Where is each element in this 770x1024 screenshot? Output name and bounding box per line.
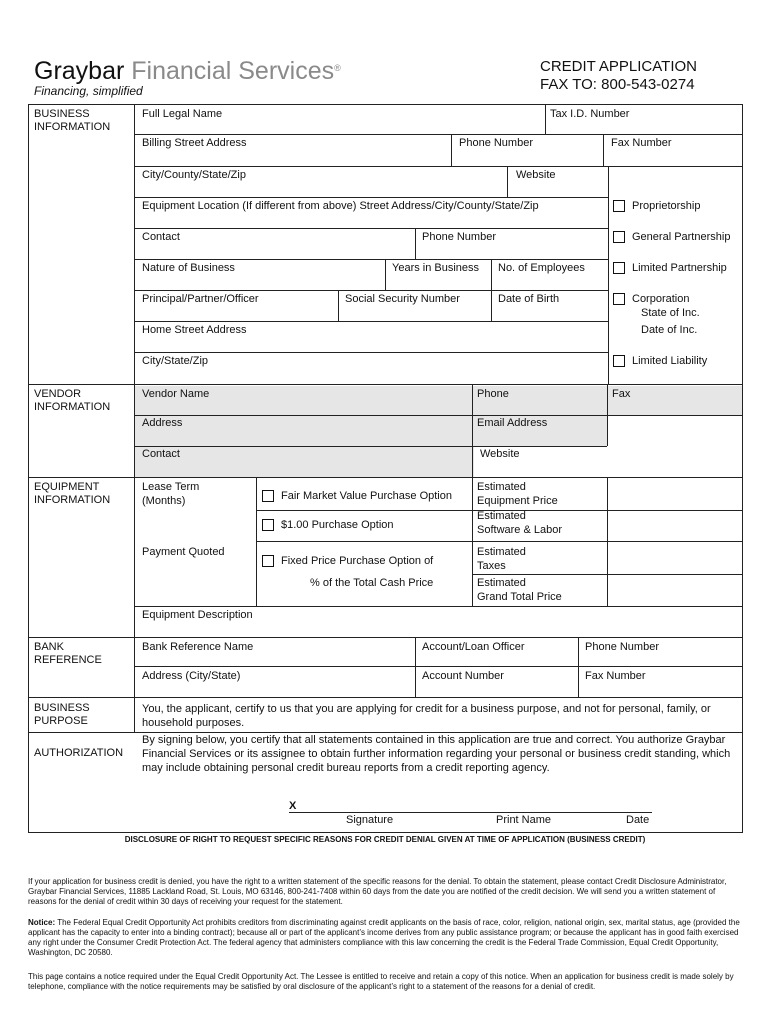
section-business-information: BUSINESS INFORMATION	[34, 108, 111, 133]
field-vendor-address[interactable]: Address	[142, 417, 183, 429]
checkbox-corporation[interactable]	[613, 293, 625, 305]
brand-logo	[34, 57, 341, 86]
print-name-label[interactable]: Print Name	[496, 814, 552, 826]
field-bank-phone[interactable]: Phone Number	[585, 641, 659, 653]
field-vendor-name[interactable]: Vendor Name	[142, 388, 210, 400]
field-vendor-email[interactable]: Email Address	[477, 417, 548, 429]
field-bank-reference-name[interactable]: Bank Reference Name	[142, 641, 254, 653]
section-equipment-information: EQUIPMENT INFORMATION	[34, 481, 111, 506]
field-loan-officer[interactable]: Account/Loan Officer	[422, 641, 525, 653]
field-est-grand-total-2[interactable]: Grand Total Price	[477, 591, 562, 603]
label-one-dollar-option: $1.00 Purchase Option	[281, 519, 394, 531]
field-principal[interactable]: Principal/Partner/Officer	[142, 293, 259, 305]
field-date-of-birth[interactable]: Date of Birth	[498, 293, 560, 305]
notice-text: The Federal Equal Credit Opportunity Act prohibits creditors from discriminating against credit applicants on the basis of race, color, religion, national origin, sex, marital status, age (provided the applicant has the capacity to enter into a binding contract); because all or part of the applicant’s income derives from any public assistance program; or because the applicant has in good faith exercised any right under the Consumer Credit Protection Act. The federal agency that administers compliance with this law concerning the credit is the Federal Trade Commission, Equal Credit Opportunity, Washington, DC 20580.	[28, 918, 740, 957]
field-est-software-2[interactable]: Software & Labor	[477, 524, 562, 536]
notice-label: Notice:	[28, 918, 56, 927]
field-est-taxes-2[interactable]: Taxes	[477, 560, 506, 572]
checkbox-general-partnership[interactable]	[613, 231, 625, 243]
field-date-of-inc[interactable]: Date of Inc.	[641, 324, 698, 336]
fax-number: FAX TO: 800-543-0274	[540, 76, 695, 93]
signature-label[interactable]: Signature	[346, 814, 394, 826]
field-years-in-business[interactable]: Years in Business	[392, 262, 480, 274]
field-vendor-phone[interactable]: Phone	[477, 388, 509, 400]
brand-name: Graybar	[34, 57, 125, 85]
label-limited-partnership: Limited Partnership	[632, 262, 727, 274]
checkbox-fixed-price-option[interactable]	[262, 555, 274, 567]
field-vendor-website[interactable]: Website	[480, 448, 520, 460]
label-general-partnership: General Partnership	[632, 231, 731, 243]
field-home-address[interactable]: Home Street Address	[142, 324, 247, 336]
field-tax-id[interactable]: Tax I.D. Number	[550, 108, 630, 120]
form-title: CREDIT APPLICATION	[540, 58, 697, 75]
field-vendor-fax[interactable]: Fax	[612, 388, 631, 400]
label-proprietorship: Proprietorship	[632, 200, 701, 212]
field-est-equipment-price-2[interactable]: Equipment Price	[477, 495, 558, 507]
vendor-shade-row3	[134, 446, 474, 477]
checkbox-limited-partnership[interactable]	[613, 262, 625, 274]
checkbox-one-dollar-option[interactable]	[262, 519, 274, 531]
field-est-taxes-1: Estimated	[477, 546, 526, 558]
label-pct-total-cash: % of the Total Cash Price	[310, 577, 434, 589]
field-no-of-employees[interactable]: No. of Employees	[498, 262, 585, 274]
business-purpose-text: You, the applicant, certify to us that you are applying for credit for a business purpose, and not for personal, family, or household purposes.	[142, 703, 711, 729]
field-state-of-inc[interactable]: State of Inc.	[641, 307, 700, 319]
checkbox-limited-liability[interactable]	[613, 355, 625, 367]
field-business-phone[interactable]: Phone Number	[459, 137, 533, 149]
disclosure-paragraph-3: This page contains a notice required under the Equal Credit Opportunity Act. The Lessee is entitled to receive and retain a copy of this notice. When an application for business credit is made solely by telephone, compliance with the notice requirements may be satisfied by oral disclosure of the applicant’s right to a statement of the reasons for a denial of credit.	[28, 972, 734, 991]
field-bank-address[interactable]: Address (City/State)	[142, 670, 241, 682]
field-lease-term[interactable]: Lease Term	[142, 481, 200, 493]
tagline: Financing, simplified	[34, 84, 143, 98]
section-bank-reference: BANK REFERENCE	[34, 641, 102, 666]
field-contact[interactable]: Contact	[142, 231, 180, 243]
label-corporation: Corporation	[632, 293, 690, 305]
field-nature-of-business[interactable]: Nature of Business	[142, 262, 235, 274]
vendor-shade-row1	[134, 386, 742, 415]
checkbox-fmv-option[interactable]	[262, 490, 274, 502]
field-account-number[interactable]: Account Number	[422, 670, 504, 682]
field-est-grand-total-1: Estimated	[477, 577, 526, 589]
field-equipment-description[interactable]: Equipment Description	[142, 609, 253, 621]
disclosure-paragraph-1: If your application for business credit is denied, you have the right to a written statement of the specific reasons for the denial. To obtain the statement, please contact Credit Disclosure Administrator, Graybar Financial Services, 11885 Lackland Road, St. Louis, MO 63146, 800-241-7408 within 60 days from the date you are notified of the credit decision. We will send you a written statement of reasons for the denial of credit within 30 days of receiving your request for the statement.	[28, 877, 727, 906]
checkbox-proprietorship[interactable]	[613, 200, 625, 212]
field-city-state-zip[interactable]: City/State/Zip	[142, 355, 209, 367]
field-ssn[interactable]: Social Security Number	[345, 293, 460, 305]
authorization-text: By signing below, you certify that all statements contained in this application are true and correct. You authorize Graybar Financial Services or its assignee to obtain further information regarding your personal or business credit standing, which may include obtaining personal credit bureau reports from a credit reporting agency.	[142, 734, 731, 774]
field-equipment-location[interactable]: Equipment Location (If different from above) Street Address/City/County/State/Zip	[142, 200, 539, 212]
field-full-legal-name[interactable]: Full Legal Name	[142, 108, 223, 120]
section-vendor-information: VENDOR INFORMATION	[34, 388, 111, 413]
registered-mark: ®	[334, 63, 341, 73]
field-billing-address[interactable]: Billing Street Address	[142, 137, 247, 149]
brand-rest: Financial Services	[131, 57, 335, 85]
label-fmv-option: Fair Market Value Purchase Option	[281, 490, 452, 502]
disclosure-notice	[28, 918, 744, 958]
disclosure-heading: DISCLOSURE OF RIGHT TO REQUEST SPECIFIC REASONS FOR CREDIT DENIAL GIVEN AT TIME OF APPLICATION (BUSINESS CREDIT)	[124, 835, 646, 844]
section-authorization: AUTHORIZATION	[34, 747, 124, 759]
signature-x-mark: X	[289, 800, 297, 812]
field-est-software-1: Estimated	[477, 510, 526, 522]
field-vendor-contact[interactable]: Contact	[142, 448, 180, 460]
field-est-equipment-price-1: Estimated	[477, 481, 526, 493]
field-lease-term-months: (Months)	[142, 495, 186, 507]
field-business-fax[interactable]: Fax Number	[611, 137, 672, 149]
signature-date-label[interactable]: Date	[626, 814, 650, 826]
field-business-website[interactable]: Website	[516, 169, 556, 181]
field-bank-fax[interactable]: Fax Number	[585, 670, 646, 682]
label-fixed-price-option: Fixed Price Purchase Option of	[281, 555, 434, 567]
field-city-county[interactable]: City/County/State/Zip	[142, 169, 246, 181]
field-contact-phone[interactable]: Phone Number	[422, 231, 496, 243]
field-payment-quoted[interactable]: Payment Quoted	[142, 546, 225, 558]
section-business-purpose: BUSINESS PURPOSE	[34, 702, 90, 727]
label-limited-liability: Limited Liability	[632, 355, 708, 367]
